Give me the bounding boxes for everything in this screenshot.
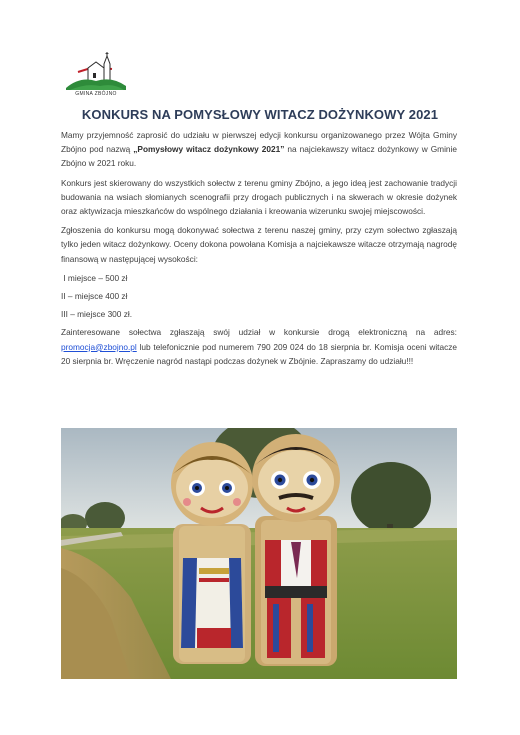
intro-paragraph — [61, 128, 457, 171]
church-hill-icon — [64, 50, 128, 92]
prize-third: III – miejsce 300 zł. — [61, 309, 133, 320]
rules-paragraph: Zgłoszenia do konkursu mogą dokonywać sołectwa z terenu naszej gminy, przy czym sołectwo zgłaszają tylko jeden witacz dożynkowy. Oceny dokona powołana Komisja a najciekawsze witacze otrzymają nagrodę finansową w następującej wysokości: — [61, 225, 457, 264]
intro-text: Mamy przyjemność zaprosić do udziału w pierwszej edycji konkursu organizowanego przez Wójta Gminy Zbójno pod nazwą — [61, 130, 457, 155]
page-title: KONKURS NA POMYSŁOWY WITACZ DOŻYNKOWY 2021 — [81, 107, 439, 122]
prize-second: II – miejsce 400 zł — [61, 291, 128, 302]
intro-text-end: na najciekawszy witacz dożynkowy w Gminie Zbójno w 2021 roku. — [61, 144, 457, 169]
male-bale-figure — [252, 434, 340, 666]
prize-first: I miejsce – 500 zł — [61, 272, 128, 283]
closing-text: Zainteresowane sołectwa zgłaszają swój udział w konkursie drogą elektroniczną na adres: — [61, 327, 457, 338]
email-link[interactable]: promocja@zbojno.pl — [61, 341, 137, 352]
contest-name: „Pomysłowy witacz dożynkowy 2021” — [133, 144, 285, 155]
closing-paragraph — [61, 325, 457, 368]
purpose-paragraph: Konkurs jest skierowany do wszystkich sołectw z terenu gminy Zbójno, a jego ideą jest zachowanie tradycji budowania na wsiach słomianych scenografii przy drogach publicznych i na skwerach w okresie dożynek oraz aktywizacja mieszkańców do wspólnego działania i kreowania wizerunku swojej miejscowości. — [61, 177, 457, 217]
announcement-body — [61, 128, 457, 368]
closing-text-end: lub telefonicznie pod numerem 790 209 024 do 18 sierpnia br. Komisja oceni witacze 20 sierpnia br. Wręczenie nagród nastąpi podczas dożynek w Zbójnie. Zapraszamy do udziału!!! — [61, 341, 457, 366]
hay-bale-figures-photo — [61, 428, 457, 679]
logo-caption: GMINA ZBÓJNO — [75, 91, 117, 97]
female-bale-figure — [171, 442, 253, 664]
